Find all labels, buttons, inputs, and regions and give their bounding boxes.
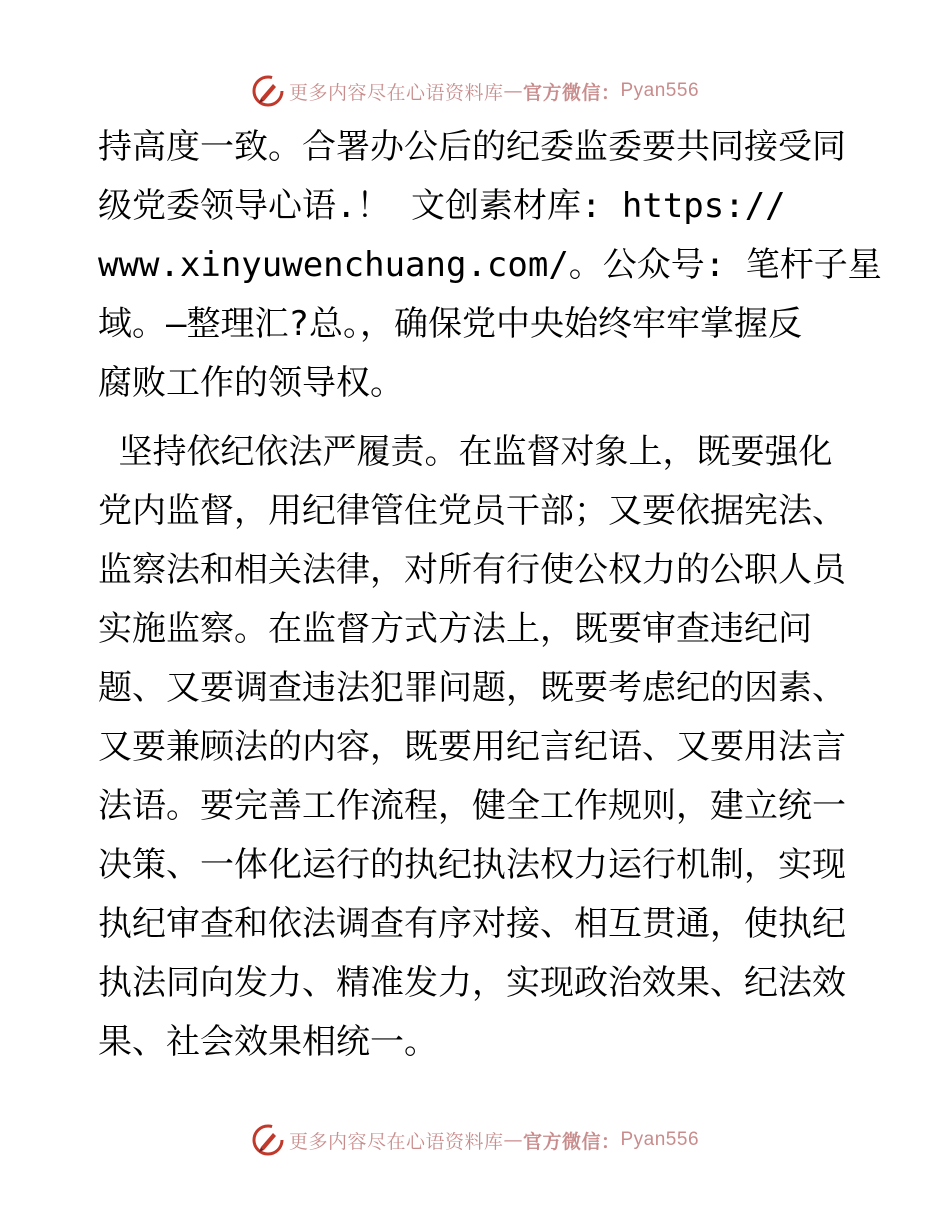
text-line: 监察法和相关法律，对所有行使公权力的公职人员 [98, 550, 846, 590]
text-line: 腐败工作的领导权。 [98, 363, 404, 403]
paragraph-1 [98, 118, 882, 413]
text-line: 执纪审查和依法调查有序对接、相互贯通，使执纪 [98, 904, 846, 944]
text-line: 法语。要完善工作流程，健全工作规则，建立统一 [98, 786, 846, 826]
text-line: 坚持依纪依法严履责。在监督对象上，既要强化 [98, 432, 833, 472]
text-line: 域。—整理汇?总。，确保党中央始终牢牢掌握反 [98, 304, 802, 344]
footer-banner [0, 1120, 950, 1160]
paragraph-2 [98, 423, 858, 1072]
text-line: 执法同向发力、精准发力，实现政治效果、纪法效 [98, 963, 846, 1003]
header-separator: — [503, 80, 523, 102]
footer-separator: — [503, 1129, 523, 1151]
text-line: 党内监督，用纪律管住党员干部；又要依据宪法、 [98, 491, 846, 531]
text-line: 级党委领导心语.！ 文创素材库: https:// [98, 186, 786, 226]
pen-logo-icon [251, 74, 285, 108]
footer-wechat-label: 官方微信： [522, 1130, 621, 1153]
footer-wechat-id: Pyan556 [620, 1129, 700, 1150]
text-line: 题、又要调查违法犯罪问题，既要考虑纪的因素、 [98, 668, 846, 708]
text-line: 果、社会效果相统一。 [98, 1022, 438, 1062]
text-line: 持高度一致。合署办公后的纪委监委要共同接受同 [98, 127, 846, 167]
footer-site-text: 更多内容尽在心语资料库 [288, 1130, 504, 1153]
header-banner [0, 71, 950, 111]
text-line: www.xinyuwenchuang.com/。公众号: 笔杆子星 [98, 245, 882, 285]
header-wechat-label: 官方微信： [522, 81, 621, 104]
text-line: 决策、一体化运行的执纪执法权力运行机制，实现 [98, 845, 846, 885]
text-line: 实施监察。在监督方式方法上，既要审查违纪问 [98, 609, 812, 649]
header-site-text: 更多内容尽在心语资料库 [288, 81, 504, 104]
pen-logo-icon [251, 1123, 285, 1157]
text-line: 又要兼顾法的内容，既要用纪言纪语、又要用法言 [98, 727, 846, 767]
header-wechat-id: Pyan556 [620, 80, 700, 101]
